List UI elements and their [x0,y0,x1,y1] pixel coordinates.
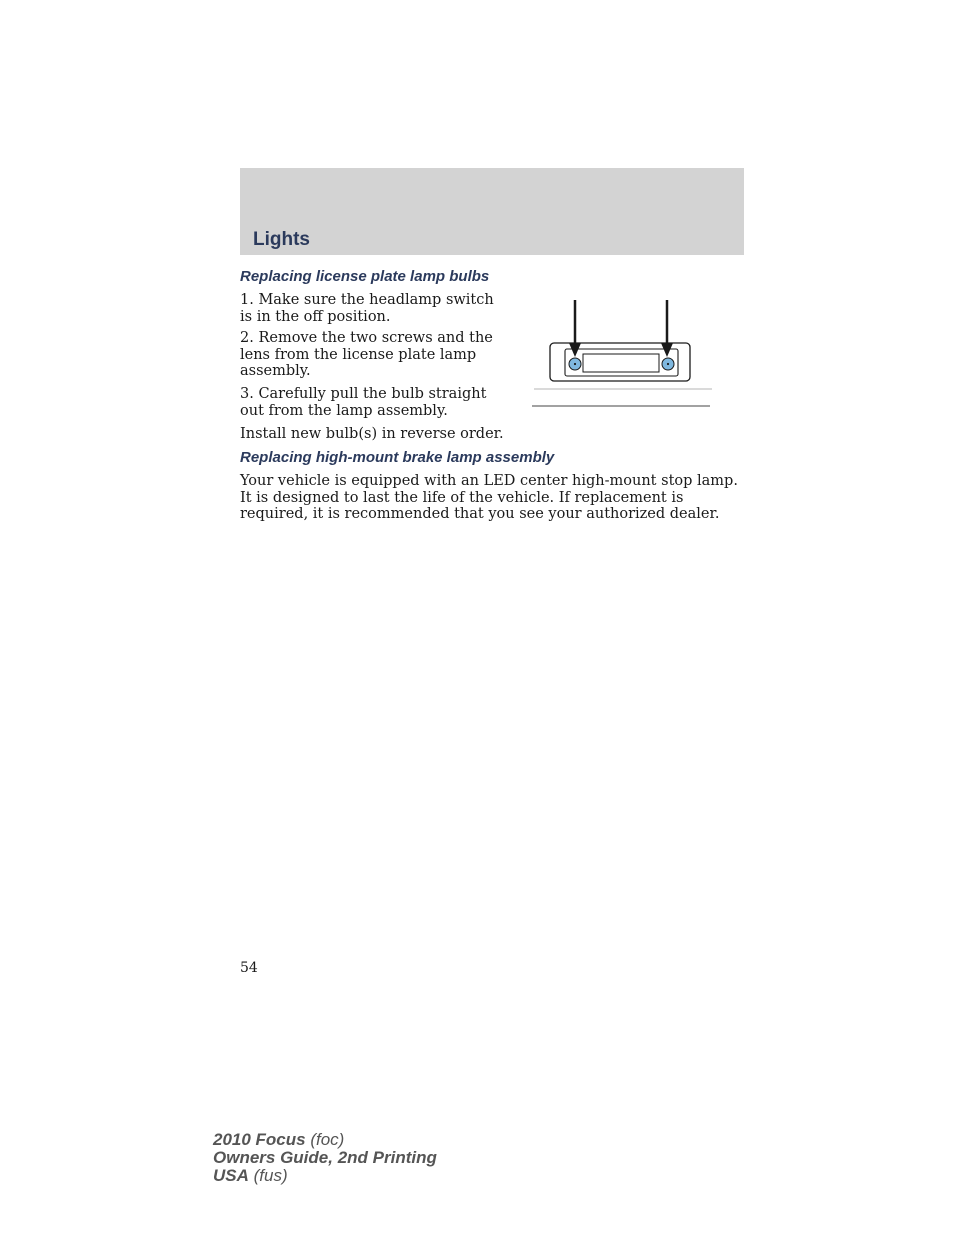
brake-lamp-heading: Replacing high-mount brake lamp assembly [240,449,555,466]
footer-region-line [213,1167,437,1185]
lamp-lens [583,354,659,372]
footer-guide-line: Owners Guide, 2nd Printing [213,1148,437,1167]
brake-lamp-body-text: Your vehicle is equipped with an LED center high-mount stop lamp. It is designed to last the life of the vehicle. If replacement is required, it is recommended that you see your authorized dealer. [240,473,738,522]
license-plate-lamp-illustration [530,296,716,410]
page-number: 54 [240,960,258,976]
footer-model-code: (foc) [310,1130,345,1149]
license-plate-heading: Replacing license plate lamp bulbs [240,268,490,285]
footer-region: USA [213,1166,249,1185]
footer-model-line [213,1131,437,1149]
step-3-text: 3. Carefully pull the bulb straight out from the lamp assembly. [240,386,487,419]
right-screw-head-icon [667,363,669,365]
footer-region-code: (fus) [253,1166,288,1185]
section-title: Lights [253,229,310,250]
footer-model: 2010 Focus [213,1130,306,1149]
install-instruction-text: Install new bulb(s) in reverse order. [240,426,504,442]
left-screw-head-icon [574,363,576,365]
step-2-text: 2. Remove the two screws and the lens from the license plate lamp assembly. [240,330,493,379]
document-footer [213,1131,437,1185]
section-header-band [240,168,744,255]
step-1-text: 1. Make sure the headlamp switch is in the off position. [240,292,494,325]
